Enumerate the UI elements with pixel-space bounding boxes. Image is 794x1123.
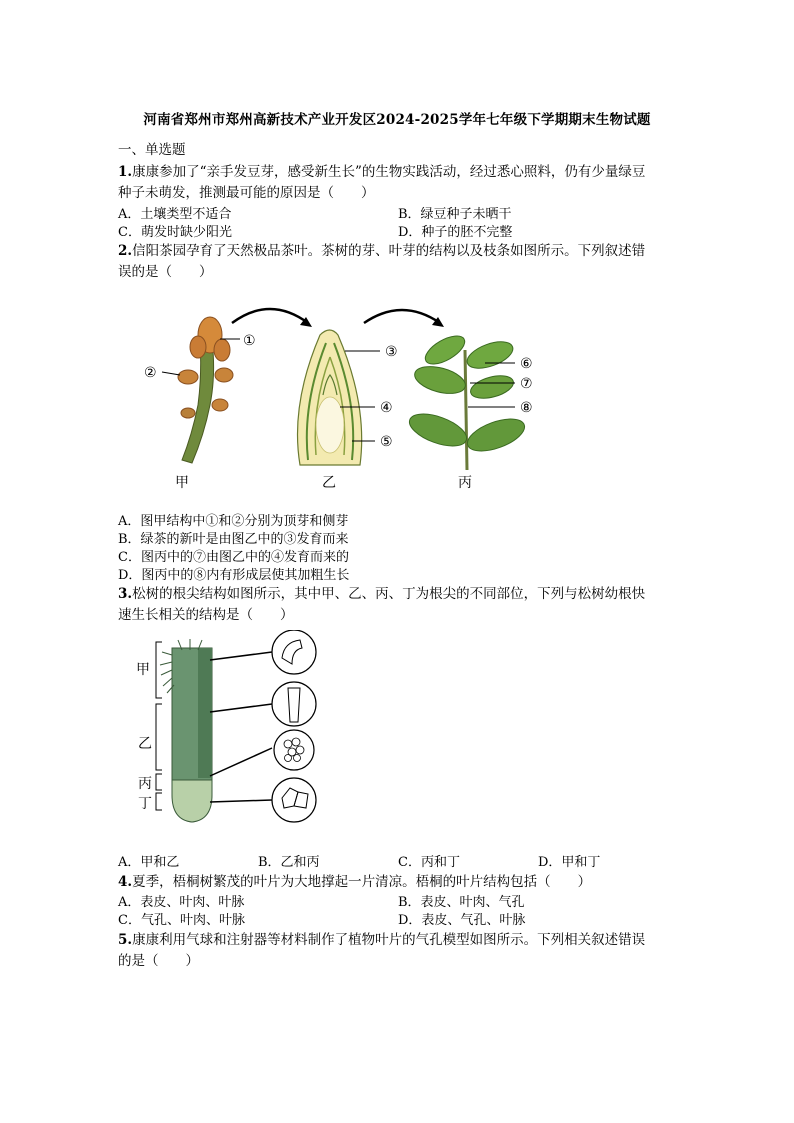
root-label-bing: 丙 (138, 776, 152, 792)
root-label-yi: 乙 (138, 736, 152, 752)
label-5: ⑤ (380, 434, 393, 450)
question-1-line-1: 1.康康参加了“亲手发豆芽，感受新生长”的生物实践活动，经过悉心照料，仍有少量绿豆 (118, 164, 646, 180)
q1-option-c[interactable]: C．萌发时缺少阳光 (118, 225, 232, 240)
question-3-line-2: 速生长相关的结构是（ ） (118, 607, 294, 623)
q1-option-d[interactable]: D．种子的胚不完整 (398, 225, 513, 240)
label-6: ⑥ (520, 356, 533, 372)
label-3: ③ (385, 344, 398, 360)
q3-option-a[interactable]: A．甲和乙 (118, 855, 180, 870)
question-1-line-2: 种子未萌发，推测最可能的原因是（ ） (118, 185, 375, 201)
question-5-line-1: 5.康康利用气球和注射器等材料制作了植物叶片的气孔模型如图所示。下列相关叙述错误 (118, 932, 646, 948)
figure-label-yi: 乙 (322, 475, 336, 491)
label-8: ⑧ (520, 400, 533, 416)
q4-option-a[interactable]: A．表皮、叶肉、叶脉 (118, 895, 245, 910)
q4-option-d[interactable]: D．表皮、气孔、叶脉 (398, 913, 526, 928)
q1-option-a[interactable]: A．土壤类型不适合 (118, 207, 232, 222)
question-2-line-1: 2.信阳茶园孕育了天然极品茶叶。茶树的芽、叶芽的结构以及枝条如图所示。下列叙述错 (118, 243, 646, 259)
label-7: ⑦ (520, 376, 533, 392)
figure-label-jia: 甲 (175, 475, 189, 491)
q2-option-c[interactable]: C．图丙中的⑦由图乙中的④发育而来的 (118, 550, 349, 565)
twig-with-buds-drawing (162, 317, 240, 463)
root-label-ding: 丁 (138, 796, 152, 812)
label-4: ④ (380, 400, 393, 416)
section-heading: 一、单选题 (118, 142, 186, 158)
tea-bud-figure (140, 295, 560, 495)
question-4-line-1: 4.夏季，梧桐树繁茂的叶片为大地撑起一片清凉。梧桐的叶片结构包括（ ） (118, 874, 592, 890)
label-1: ① (243, 333, 256, 349)
bud-section-drawing (298, 330, 381, 465)
q3-option-d[interactable]: D．甲和丁 (538, 855, 601, 870)
question-2-line-2: 误的是（ ） (118, 264, 213, 280)
q2-option-d[interactable]: D．图丙中的⑧内有形成层使其加粗生长 (118, 568, 350, 583)
question-5-line-2: 的是（ ） (118, 953, 199, 969)
question-3-line-1: 3.松树的根尖结构如图所示，其中甲、乙、丙、丁为根尖的不同部位，下列与松树幼根快 (118, 586, 646, 602)
figure-label-bing: 丙 (458, 475, 472, 491)
leafy-shoot-drawing (405, 330, 528, 470)
q4-option-c[interactable]: C．气孔、叶肉、叶脉 (118, 913, 245, 928)
root-label-jia: 甲 (136, 662, 150, 678)
q1-option-b[interactable]: B．绿豆种子未晒干 (398, 207, 512, 222)
root-tip-figure (132, 630, 332, 830)
q3-option-b[interactable]: B．乙和丙 (258, 855, 320, 870)
label-2: ② (144, 365, 157, 381)
q4-option-b[interactable]: B．表皮、叶肉、气孔 (398, 895, 525, 910)
root-tip-drawing (160, 630, 316, 822)
page-title: 河南省郑州市郑州高新技术产业开发区2024-2025学年七年级下学期期末生物试题 (143, 112, 651, 128)
q2-option-b[interactable]: B．绿茶的新叶是由图乙中的③发育而来 (118, 532, 349, 547)
q2-option-a[interactable]: A．图甲结构中①和②分别为顶芽和侧芽 (118, 514, 349, 529)
q3-option-c[interactable]: C．丙和丁 (398, 855, 460, 870)
